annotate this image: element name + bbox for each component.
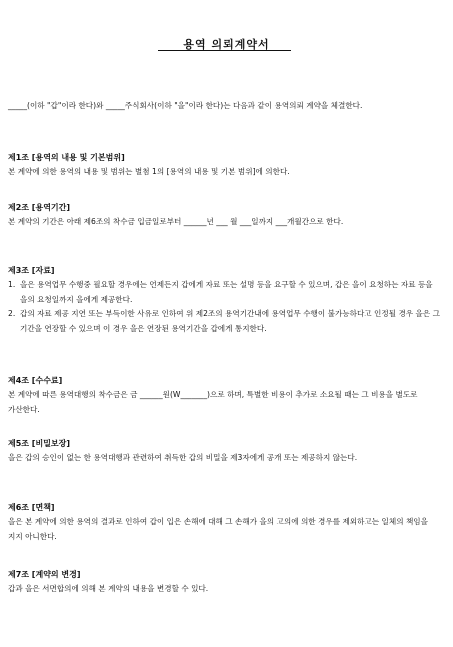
- article-6-heading: 제6조 [면책]: [8, 503, 55, 512]
- list-item-number: 1.: [8, 280, 16, 289]
- article-6: [8, 501, 445, 544]
- article-3-list: [8, 278, 445, 336]
- list-item: [8, 307, 445, 336]
- list-item-text: 갑의 자료 제공 지연 또는 부득이한 사유로 인하여 위 제2조의 용역기간내에 용역업무 수행이 불가능하다고 인정될 경우 을은 그 기간을 연장할 수 있으며 이 경우 을은 연장된 용역기간을 갑에게 통지한다.: [20, 309, 440, 333]
- title-underline: [158, 50, 291, 51]
- document-title: 용역 의뢰계약서: [183, 38, 270, 51]
- article-3: [8, 264, 445, 336]
- article-3-heading: 제3조 [자료]: [8, 266, 55, 275]
- list-item-number: 2.: [8, 309, 16, 318]
- article-5-heading: 제5조 [비밀보장]: [8, 439, 71, 448]
- list-item-text: 을은 용역업무 수행중 필요할 경우에는 언제든지 갑에게 자료 또는 설명 등을 요구할 수 있으며, 갑은 을이 요청하는 자료 등을 을의 요청일까지 을에게 제공한다.: [20, 280, 433, 304]
- list-item: [8, 278, 445, 307]
- article-7-heading: 제7조 [계약의 변경]: [8, 570, 81, 579]
- article-7-body: 갑과 을은 서면합의에 의해 본 계약의 내용을 변경할 수 있다.: [8, 584, 209, 593]
- article-4-heading: 제4조 [수수료]: [8, 376, 63, 385]
- article-5: [8, 437, 445, 466]
- article-7: [8, 568, 445, 597]
- article-1-heading: 제1조 [용역의 내용 및 기본범위]: [8, 153, 125, 162]
- article-5-body: 을은 갑의 승인이 없는 한 용역대행과 관련하여 취득한 갑의 비밀을 제3자에게 공개 또는 제공하지 않는다.: [8, 453, 358, 462]
- article-2-heading: 제2조 [용역기간]: [8, 203, 71, 212]
- article-4-body: 본 계약에 따른 용역대행의 착수금은 금 ______원(W_______)으로 하며, 특별한 비용이 추가로 소요될 때는 그 비용을 별도로 가산한다.: [8, 390, 418, 414]
- article-2: [8, 201, 445, 230]
- intro-paragraph: _____(이하 "갑"이라 한다)와 _____주식회사(이하 "을"이라 한다)는 다음과 같이 용역의뢰 계약을 체결한다.: [8, 101, 363, 110]
- article-4: [8, 374, 445, 417]
- article-1-body: 본 계약에 의한 용역의 내용 및 범위는 별첨 1의 [용역의 내용 및 기본 범위]에 의한다.: [8, 167, 290, 176]
- article-1: [8, 151, 445, 180]
- article-2-body: 본 계약의 기간은 아래 제6조의 착수금 입금일로부터 ______년 ___ 월 ___일까지 ___개월간으로 한다.: [8, 217, 344, 226]
- article-6-body: 을은 본 계약에 의한 용역의 결과로 인하여 갑이 입은 손해에 대해 그 손해가 을의 고의에 의한 경우를 제외하고는 일체의 책임을 지지 아니한다.: [8, 517, 428, 541]
